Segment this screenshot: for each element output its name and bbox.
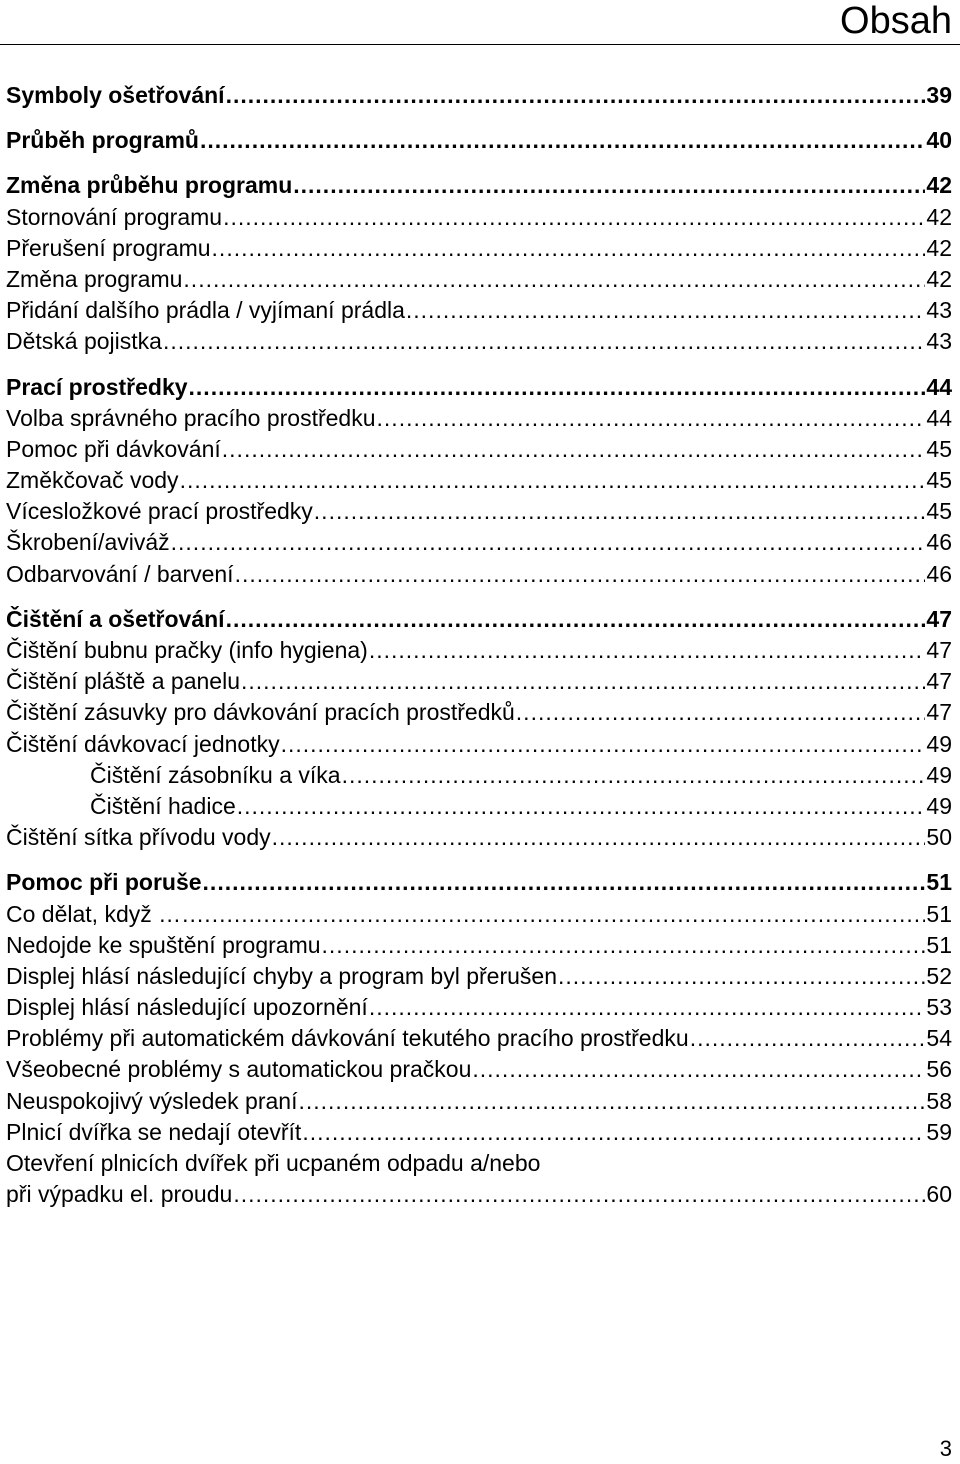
toc-entry-page: 49 xyxy=(926,761,952,788)
toc-entry-page: 51 xyxy=(926,931,952,958)
toc-entry-page: 53 xyxy=(926,994,952,1021)
dot-leader xyxy=(180,466,926,494)
toc-entry[interactable] xyxy=(6,605,952,636)
toc-entry-label: Odbarvování / barvení xyxy=(6,560,234,587)
dot-leader xyxy=(183,265,925,293)
toc-entry-page: 43 xyxy=(926,297,952,324)
dot-leader xyxy=(203,868,926,896)
page-title: Obsah xyxy=(840,0,952,42)
toc-entry-label: Dětská pojistka xyxy=(6,328,162,355)
toc-entry-label: Přidání dalšího prádla / vyjímaní prádla xyxy=(6,297,405,324)
dot-leader xyxy=(406,296,926,324)
toc-entry[interactable] xyxy=(6,1118,952,1149)
toc-entry-page: 42 xyxy=(926,172,952,199)
toc-entry[interactable] xyxy=(6,203,952,234)
toc-entry-page: 60 xyxy=(926,1181,952,1208)
toc-entry-label: Nedojde ke spuštění programu xyxy=(6,931,321,958)
dot-leader xyxy=(171,528,926,556)
toc-entry[interactable] xyxy=(6,171,952,202)
toc-entry-page: 47 xyxy=(926,605,952,632)
dot-leader xyxy=(281,730,926,758)
toc-entry-page: 42 xyxy=(926,234,952,261)
toc-entry[interactable] xyxy=(6,931,952,962)
dot-leader xyxy=(235,560,926,588)
toc-entry-label: Čištění pláště a panelu xyxy=(6,668,240,695)
toc-entry[interactable] xyxy=(6,1087,952,1118)
dot-leader xyxy=(369,993,926,1021)
dot-leader xyxy=(369,636,926,664)
toc-entry[interactable] xyxy=(6,528,952,559)
toc-entry[interactable] xyxy=(6,265,952,296)
dot-leader xyxy=(342,761,926,789)
dot-leader xyxy=(690,1024,926,1052)
toc-entry-label: Vícesložkové prací prostředky xyxy=(6,498,313,525)
toc-entry[interactable] xyxy=(6,404,952,435)
toc-entry-label: Co dělat, když … xyxy=(6,900,182,927)
toc-entry[interactable] xyxy=(6,792,952,823)
toc-entry-label: Čištění hadice xyxy=(90,792,236,819)
toc-entry[interactable] xyxy=(6,1024,952,1055)
toc-entry-page: 49 xyxy=(926,730,952,757)
toc-entry-page: 52 xyxy=(926,962,952,989)
toc-entry-page: 39 xyxy=(926,82,952,108)
dot-leader xyxy=(237,792,926,820)
toc-entry[interactable] xyxy=(6,1055,952,1086)
dot-leader xyxy=(272,823,926,851)
toc-entry-label: Čištění zásuvky pro dávkování pracích prostředků xyxy=(6,699,515,726)
toc-entry-label: Čištění bubnu pračky (info hygiena) xyxy=(6,637,368,663)
toc-entry-page: 43 xyxy=(926,328,952,355)
toc-entry[interactable] xyxy=(6,900,952,931)
dot-leader xyxy=(322,931,926,959)
toc-entry-label: Čištění zásobníku a víka xyxy=(90,761,341,788)
toc-entry-label: Přerušení programu xyxy=(6,234,211,261)
toc-entry-page: 46 xyxy=(926,560,952,587)
toc-entry-label: Škrobení/aviváž xyxy=(6,529,170,556)
dot-leader xyxy=(314,497,926,525)
toc-entry-label: Změna programu xyxy=(6,265,183,292)
toc-entry[interactable] xyxy=(6,234,952,265)
toc-entry[interactable] xyxy=(6,81,952,112)
toc-entry-label: Problémy při automatickém dávkování tekutého pracího prostředku xyxy=(6,1025,689,1052)
dot-leader xyxy=(516,698,926,726)
toc-entry-label: Průběh programů xyxy=(6,127,199,154)
toc-entry-page: 47 xyxy=(926,699,952,726)
toc-entry-page: 40 xyxy=(926,127,952,154)
toc-entry-label: Pomoc při dávkování xyxy=(6,435,221,462)
toc-entry[interactable] xyxy=(6,126,952,157)
toc-entry-label: Neuspokojivý výsledek praní xyxy=(6,1087,298,1114)
toc-entry-label: Čištění sítka přívodu vody xyxy=(6,824,271,851)
toc-entry[interactable] xyxy=(6,560,952,591)
toc-entry[interactable] xyxy=(6,761,952,792)
toc-entry[interactable] xyxy=(6,466,952,497)
toc-entry-page: 49 xyxy=(926,792,952,819)
dot-leader xyxy=(241,667,925,695)
toc-entry[interactable] xyxy=(6,296,952,327)
toc-entry-label: při výpadku el. proudu xyxy=(6,1181,233,1208)
toc-entry-label: Displej hlásí následující upozornění xyxy=(6,994,368,1021)
dot-leader xyxy=(182,900,925,928)
toc-entry-label: Čištění dávkovací jednotky xyxy=(6,730,280,757)
toc-entry-page: 42 xyxy=(926,203,952,230)
toc-entry-page: 46 xyxy=(926,529,952,556)
dot-leader xyxy=(200,126,925,154)
dot-leader xyxy=(377,404,926,432)
toc-entry-page: 42 xyxy=(926,265,952,292)
toc-entry[interactable] xyxy=(6,823,952,854)
dot-leader xyxy=(298,1087,925,1115)
toc-entry-label: Pomoc při poruše xyxy=(6,869,202,896)
toc-entry-page: 56 xyxy=(926,1056,952,1083)
toc-entry-page: 45 xyxy=(926,467,952,494)
toc-entry-label: Všeobecné problémy s automatickou pračkou xyxy=(6,1056,472,1083)
toc-entry-label: Otevření plnicích dvířek při ucpaném odpadu a/nebo xyxy=(6,1150,541,1176)
dot-leader xyxy=(558,962,925,990)
toc-entry[interactable] xyxy=(6,730,952,761)
toc-entry-page: 51 xyxy=(926,900,952,927)
table-of-contents xyxy=(6,81,952,1211)
toc-entry-page: 45 xyxy=(926,498,952,525)
toc-entry-page: 58 xyxy=(926,1087,952,1114)
dot-leader xyxy=(212,234,926,262)
toc-entry-page: 47 xyxy=(926,637,952,663)
toc-entry-label: Stornování programu xyxy=(6,203,223,230)
toc-entry-label: Plnicí dvířka se nedají otevřít xyxy=(6,1118,302,1145)
toc-entry[interactable] xyxy=(6,1149,952,1180)
dot-leader xyxy=(189,373,926,401)
toc-entry[interactable] xyxy=(6,698,952,729)
toc-entry-label: Displej hlásí následující chyby a program byl přerušen xyxy=(6,962,557,989)
toc-entry-label: Čištění a ošetřování xyxy=(6,605,225,632)
toc-entry-page: 51 xyxy=(926,869,952,896)
toc-entry[interactable] xyxy=(6,667,952,698)
toc-entry[interactable] xyxy=(6,435,952,466)
toc-entry[interactable] xyxy=(6,327,952,358)
dot-leader xyxy=(472,1055,925,1083)
toc-entry-page: 59 xyxy=(926,1118,952,1145)
toc-entry[interactable] xyxy=(6,636,952,667)
toc-entry[interactable] xyxy=(6,962,952,993)
toc-entry-label: Symboly ošetřování xyxy=(6,82,225,108)
toc-entry-label: Změna průběhu programu xyxy=(6,172,293,199)
toc-entry[interactable] xyxy=(6,497,952,528)
dot-leader xyxy=(302,1118,925,1146)
dot-leader xyxy=(163,327,925,355)
toc-entry[interactable] xyxy=(6,373,952,404)
toc-entry-label: Volba správného pracího prostředku xyxy=(6,404,376,431)
toc-entry[interactable] xyxy=(6,1180,952,1211)
toc-entry[interactable] xyxy=(6,868,952,899)
dot-leader xyxy=(226,605,926,633)
dot-leader xyxy=(222,435,926,463)
toc-entry-page: 44 xyxy=(926,404,952,431)
dot-leader xyxy=(233,1180,925,1208)
dot-leader xyxy=(223,203,925,231)
toc-entry-label: Prací prostředky xyxy=(6,373,188,400)
dot-leader xyxy=(226,81,926,109)
page-number: 3 xyxy=(939,1436,952,1461)
toc-entry-page: 47 xyxy=(926,668,952,695)
toc-entry-label: Změkčovač vody xyxy=(6,467,179,494)
toc-entry[interactable] xyxy=(6,993,952,1024)
toc-entry-page: 44 xyxy=(926,373,952,400)
title-divider xyxy=(0,44,960,45)
toc-entry-page: 50 xyxy=(926,824,952,851)
dot-leader xyxy=(293,171,925,199)
toc-entry-page: 54 xyxy=(926,1025,952,1052)
toc-entry-page: 45 xyxy=(926,435,952,462)
